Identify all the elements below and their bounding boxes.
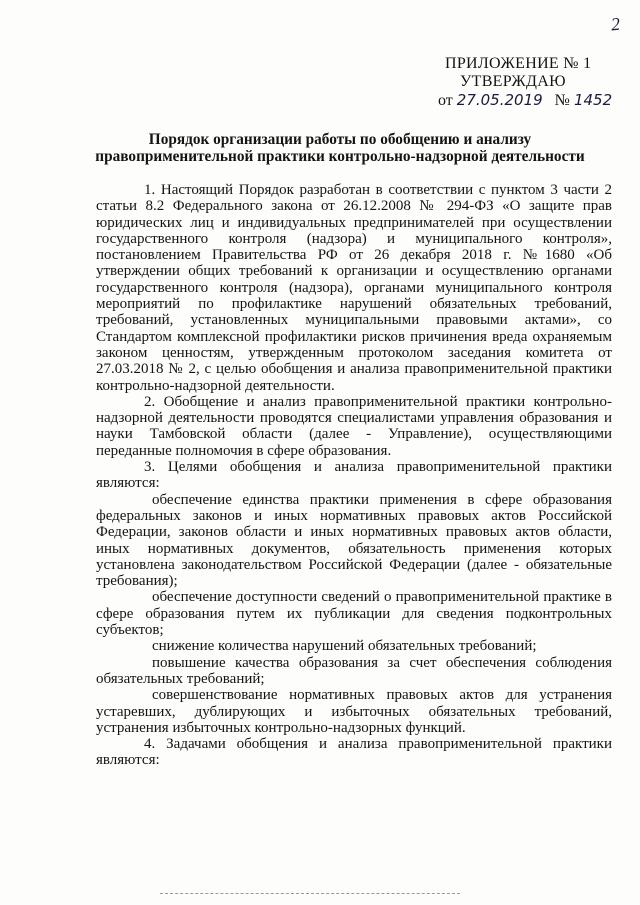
page-number: 2 bbox=[609, 13, 621, 35]
paragraph-4: 4. Задачами обобщения и анализа правоприменительной практики являются: bbox=[96, 736, 612, 769]
scan-artifact-line bbox=[160, 893, 460, 894]
paragraph-3: 3. Целями обобщения и анализа правоприменительной практики являются: bbox=[96, 459, 612, 492]
paragraph-goal-4: повышение качества образования за счет обеспечения соблюдения обязательных требований; bbox=[96, 654, 612, 687]
date-prefix: от bbox=[438, 92, 453, 109]
paragraph-1: 1. Настоящий Порядок разработан в соответствии с пунктом 3 части 2 статьи 8.2 Федерального закона от 26.12.2008 № 294-ФЗ «О защите прав юридических лиц и индивидуальных предпринимателей при осуществлении государственного контроля (надзора) и муниципального контроля», постановлением Правительства РФ от 26 декабря 2018 г. №1680 «Об утверждении общих требований к организации и осуществлению органами государственного контроля (надзора), органами муниципального контроля мероприятий по профилактике нарушений обязательных требований, требований, установленных муниципальными правовыми актами», со Стандартом комплексной профилактики рисков причинения вреда охраняемым законом ценностям, утвержденным протоколом заседания комитета от 27.03.2018 № 2, с целью обобщения и анализа правоприменительной практики контрольно-надзорной деятельности. bbox=[96, 182, 612, 394]
paragraph-2: 2. Обобщение и анализ правоприменительной практики контрольно-надзорной деятельности проводятся специалистами управления образования и науки Тамбовской области (далее - Управление), осуществляющими переданные полномочия в сфере образования. bbox=[96, 393, 612, 459]
document-title: Порядок организации работы по обобщению и анализу правоприменительной практики контрольно-надзорной деятельности bbox=[95, 131, 585, 165]
paragraph-goal-1: обеспечение единства практики применения в сфере образования федеральных законов и иных нормативных правовых актов Российской Федерации, законов области и иных нормативных правовых актов области, иных нормативных документов, обязательность применения которых установлена законодательством Российской Федерации (далее - обязательные требования); bbox=[96, 491, 612, 590]
number-prefix: № bbox=[554, 92, 570, 109]
paragraph-goal-2: обеспечение доступности сведений о правоприменительной практике в сфере образования путем их публикации для сведения подконтрольных субъектов; bbox=[96, 589, 612, 639]
paragraph-goal-5: совершенствование нормативных правовых актов для устранения устаревших, дублирующих и избыточных обязательных требований, устранения избыточных контрольно-надзорных функций. bbox=[96, 687, 612, 736]
document-body bbox=[96, 182, 612, 769]
date-value: 27.05.2019 bbox=[456, 91, 543, 109]
appendix-label: ПРИЛОЖЕНИЕ № 1 bbox=[445, 55, 592, 72]
paragraph-goal-3: снижение количества нарушений обязательных требований; bbox=[152, 638, 537, 655]
approve-label: УТВЕРЖДАЮ bbox=[460, 73, 566, 90]
date-number-line bbox=[436, 91, 626, 110]
number-value: 1452 bbox=[573, 91, 613, 109]
document-header bbox=[436, 55, 626, 110]
